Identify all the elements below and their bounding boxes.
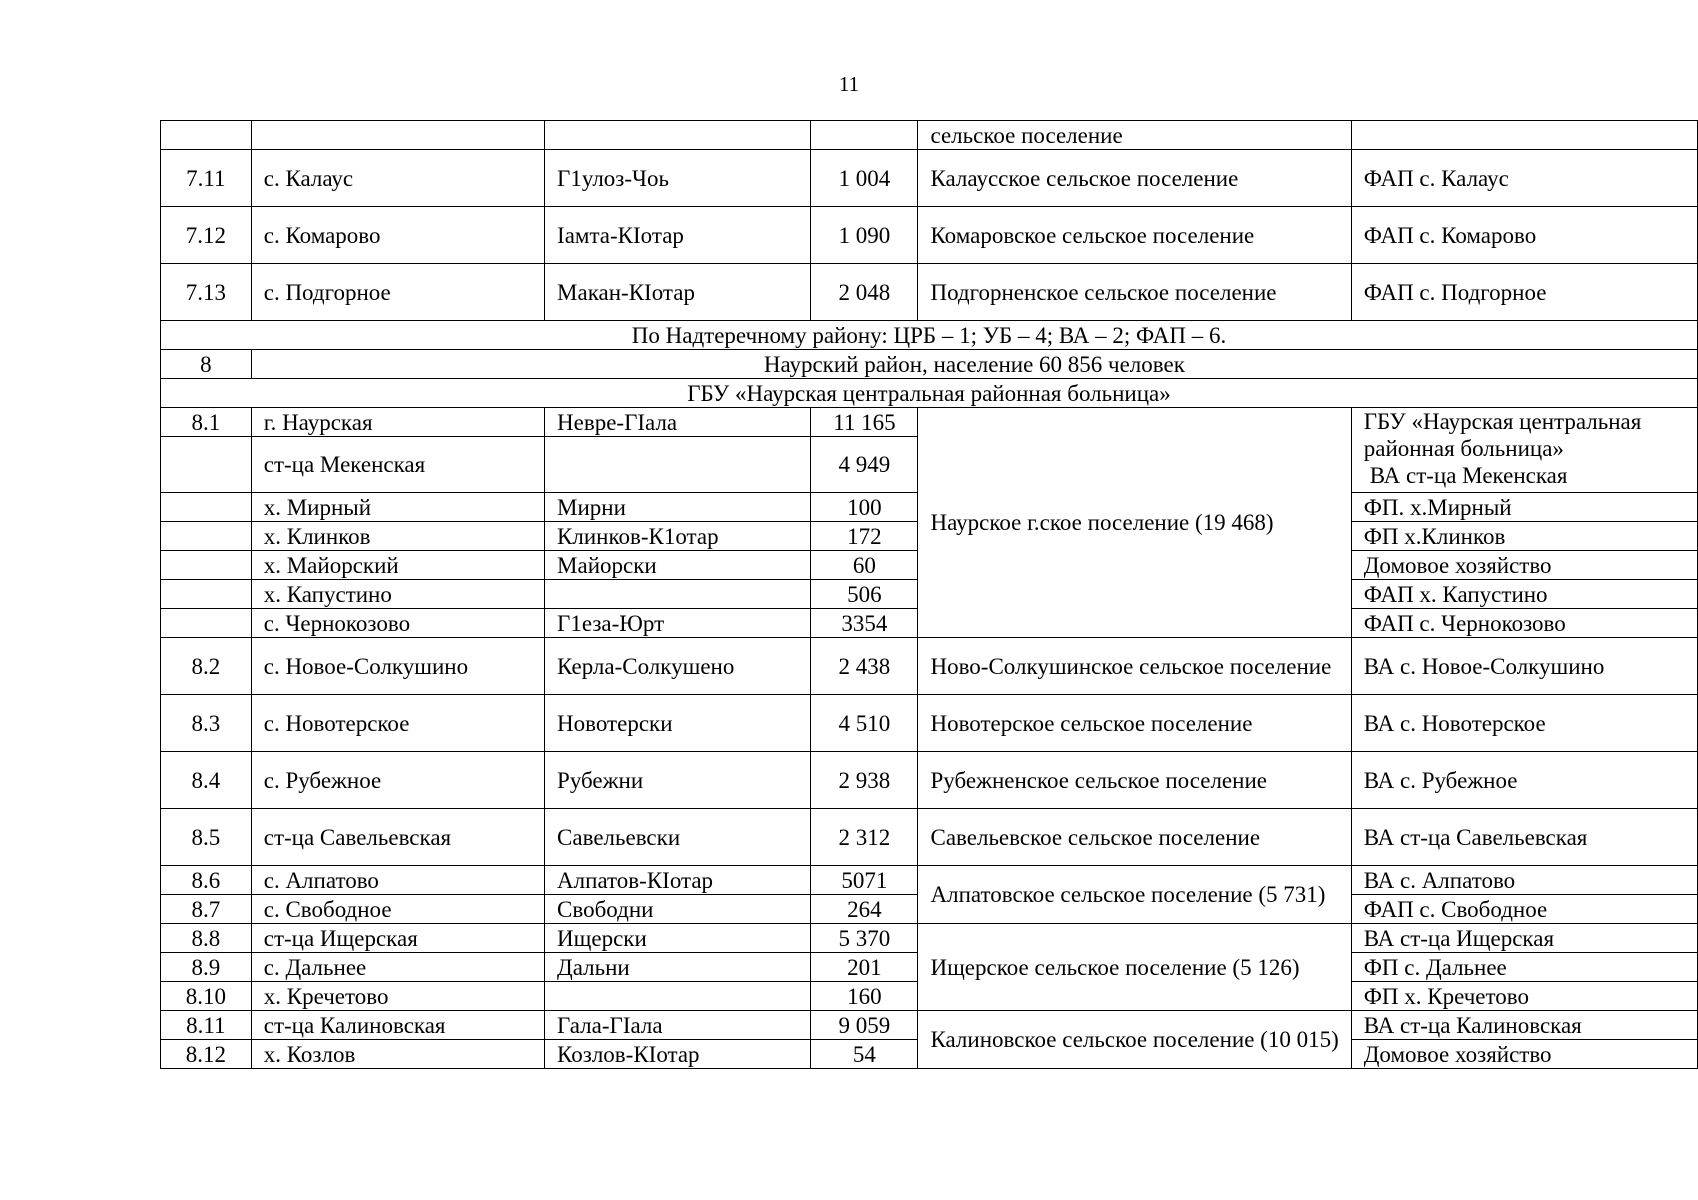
medical-facility: ФАП с. Чернокозово: [1351, 609, 1697, 638]
row-number: [161, 437, 252, 493]
settlement-name: сельское поселение: [918, 121, 1351, 150]
settlement-name: Ищерское сельское поселение (5 126): [918, 924, 1351, 1011]
population: 4 510: [811, 695, 918, 752]
settlement-name: Ново-Солкушинское сельское поселение: [918, 638, 1351, 695]
row-number: 8.9: [161, 953, 252, 982]
population: 4 949: [811, 437, 918, 493]
locality-name: х. Капустино: [251, 580, 544, 609]
row-number: 8.7: [161, 895, 252, 924]
population: 2 048: [811, 264, 918, 321]
locality-name: ст-ца Савельевская: [251, 809, 544, 866]
district-heading: Наурский район, население 60 856 человек: [251, 350, 1697, 379]
row-number: 8.11: [161, 1011, 252, 1040]
population: 172: [811, 522, 918, 551]
population: 2 438: [811, 638, 918, 695]
population: 100: [811, 493, 918, 522]
chechen-name: Гала-ГІала: [545, 1011, 811, 1040]
population: [811, 121, 918, 150]
medical-facility: ФП. х.Мирный: [1351, 493, 1697, 522]
medical-facility: [1351, 121, 1697, 150]
table-row: [161, 408, 1698, 437]
population: 9 059: [811, 1011, 918, 1040]
medical-facility: ФАП с. Комарово: [1351, 207, 1697, 264]
row-number: 7.12: [161, 207, 252, 264]
locality-name: х. Кречетово: [251, 982, 544, 1011]
row-number: [161, 522, 252, 551]
chechen-name: Г1улоз-Чоь: [545, 150, 811, 207]
row-number: 8.6: [161, 866, 252, 895]
population: 1 004: [811, 150, 918, 207]
population: 2 312: [811, 809, 918, 866]
medical-facility: Домовое хозяйство: [1351, 1040, 1697, 1069]
medical-facility: ВА с. Рубежное: [1351, 752, 1697, 809]
table-row: [161, 321, 1698, 350]
medical-facility: [1351, 408, 1697, 493]
table-row: [161, 924, 1698, 953]
medical-facility: ВА ст-ца Ищерская: [1351, 924, 1697, 953]
population: 3354: [811, 609, 918, 638]
medical-facility: ФП х.Клинков: [1351, 522, 1697, 551]
chechen-name: Свободни: [545, 895, 811, 924]
table-row: [161, 866, 1698, 895]
table-row: [161, 809, 1698, 866]
locality-name: [251, 121, 544, 150]
table-row: [161, 379, 1698, 408]
chechen-name: Козлов-КІотар: [545, 1040, 811, 1069]
row-number: [161, 551, 252, 580]
table-row: [161, 150, 1698, 207]
population: 201: [811, 953, 918, 982]
chechen-name: Невре-ГІала: [545, 408, 811, 437]
settlement-name: Подгорненское сельское поселение: [918, 264, 1351, 321]
chechen-name: Макан-КІотар: [545, 264, 811, 321]
population: 5071: [811, 866, 918, 895]
settlements-table: [160, 120, 1698, 1069]
locality-name: х. Мирный: [251, 493, 544, 522]
chechen-name: Ищерски: [545, 924, 811, 953]
table-row: [161, 752, 1698, 809]
row-number: 7.11: [161, 150, 252, 207]
table-row: [161, 350, 1698, 379]
medical-facility: ФАП с. Калаус: [1351, 150, 1697, 207]
row-number: 8.4: [161, 752, 252, 809]
locality-name: с. Свободное: [251, 895, 544, 924]
chechen-name: [545, 121, 811, 150]
section-heading: ГБУ «Наурская центральная районная больница»: [161, 379, 1698, 408]
locality-name: ст-ца Калиновская: [251, 1011, 544, 1040]
chechen-name: Мирни: [545, 493, 811, 522]
row-number: [161, 609, 252, 638]
chechen-name: Алпатов-КІотар: [545, 866, 811, 895]
medical-facility: ФАП с. Свободное: [1351, 895, 1697, 924]
locality-name: с. Комарово: [251, 207, 544, 264]
settlement-name: Рубежненское сельское поселение: [918, 752, 1351, 809]
row-number: [161, 493, 252, 522]
chechen-name: [545, 437, 811, 493]
medical-facility: ФП х. Кречетово: [1351, 982, 1697, 1011]
locality-name: с. Новое-Солкушино: [251, 638, 544, 695]
population: 11 165: [811, 408, 918, 437]
settlement-name: Савельевское сельское поселение: [918, 809, 1351, 866]
medical-facility: ВА с. Алпатово: [1351, 866, 1697, 895]
settlement-name: Комаровское сельское поселение: [918, 207, 1351, 264]
chechen-name: [545, 982, 811, 1011]
chechen-name: Клинков-К1отар: [545, 522, 811, 551]
locality-name: х. Майорский: [251, 551, 544, 580]
settlement-name: Калаусское сельское поселение: [918, 150, 1351, 207]
locality-name: х. Козлов: [251, 1040, 544, 1069]
table-row: [161, 638, 1698, 695]
locality-name: ст-ца Мекенская: [251, 437, 544, 493]
medical-facility: ФАП х. Капустино: [1351, 580, 1697, 609]
row-number: 8.1: [161, 408, 252, 437]
row-number: 8.12: [161, 1040, 252, 1069]
locality-name: г. Наурская: [251, 408, 544, 437]
chechen-name: Іамта-КІотар: [545, 207, 811, 264]
facility-line: ВА ст-ца Мекенская: [1369, 463, 1568, 488]
chechen-name: Майорски: [545, 551, 811, 580]
locality-name: с. Алпатово: [251, 866, 544, 895]
chechen-name: Новотерски: [545, 695, 811, 752]
population: 54: [811, 1040, 918, 1069]
row-number: 8.10: [161, 982, 252, 1011]
section-heading: По Надтеречному району: ЦРБ – 1; УБ – 4; ВА – 2; ФАП – 6.: [161, 321, 1698, 350]
chechen-name: Рубежни: [545, 752, 811, 809]
chechen-name: Савельевски: [545, 809, 811, 866]
locality-name: с. Подгорное: [251, 264, 544, 321]
settlement-name: Новотерское сельское поселение: [918, 695, 1351, 752]
medical-facility: ВА ст-ца Калиновская: [1351, 1011, 1697, 1040]
locality-name: х. Клинков: [251, 522, 544, 551]
chechen-name: Керла-Солкушено: [545, 638, 811, 695]
locality-name: с. Дальнее: [251, 953, 544, 982]
row-number: 8.2: [161, 638, 252, 695]
row-number: 8: [161, 350, 252, 379]
population: 160: [811, 982, 918, 1011]
settlement-name: Калиновское сельское поселение (10 015): [918, 1011, 1351, 1069]
table-body: [161, 121, 1698, 1069]
medical-facility: ВА ст-ца Савельевская: [1351, 809, 1697, 866]
table-row: [161, 264, 1698, 321]
medical-facility: ФАП с. Подгорное: [1351, 264, 1697, 321]
settlement-name: Алпатовское сельское поселение (5 731): [918, 866, 1351, 924]
medical-facility: Домовое хозяйство: [1351, 551, 1697, 580]
locality-name: с. Чернокозово: [251, 609, 544, 638]
settlement-name: Наурское г.ское поселение (19 468): [918, 408, 1351, 638]
locality-name: с. Калаус: [251, 150, 544, 207]
locality-name: с. Новотерское: [251, 695, 544, 752]
row-number: [161, 580, 252, 609]
page-number: 11: [838, 72, 860, 96]
population: 264: [811, 895, 918, 924]
table-row: [161, 695, 1698, 752]
population: 60: [811, 551, 918, 580]
row-number: 8.3: [161, 695, 252, 752]
locality-name: с. Рубежное: [251, 752, 544, 809]
medical-facility: ВА с. Новотерское: [1351, 695, 1697, 752]
chechen-name: Г1еза-Юрт: [545, 609, 811, 638]
chechen-name: [545, 580, 811, 609]
medical-facility: ФП с. Дальнее: [1351, 953, 1697, 982]
population: 5 370: [811, 924, 918, 953]
table-row: [161, 207, 1698, 264]
table-row: [161, 121, 1698, 150]
row-number: 8.8: [161, 924, 252, 953]
row-number: 7.13: [161, 264, 252, 321]
population: 1 090: [811, 207, 918, 264]
locality-name: ст-ца Ищерская: [251, 924, 544, 953]
row-number: [161, 121, 252, 150]
row-number: 8.5: [161, 809, 252, 866]
medical-facility: ВА с. Новое-Солкушино: [1351, 638, 1697, 695]
facility-line: ГБУ «Наурская центральная районная больница»: [1363, 409, 1642, 461]
population: 506: [811, 580, 918, 609]
table-row: [161, 1011, 1698, 1040]
chechen-name: Дальни: [545, 953, 811, 982]
population: 2 938: [811, 752, 918, 809]
